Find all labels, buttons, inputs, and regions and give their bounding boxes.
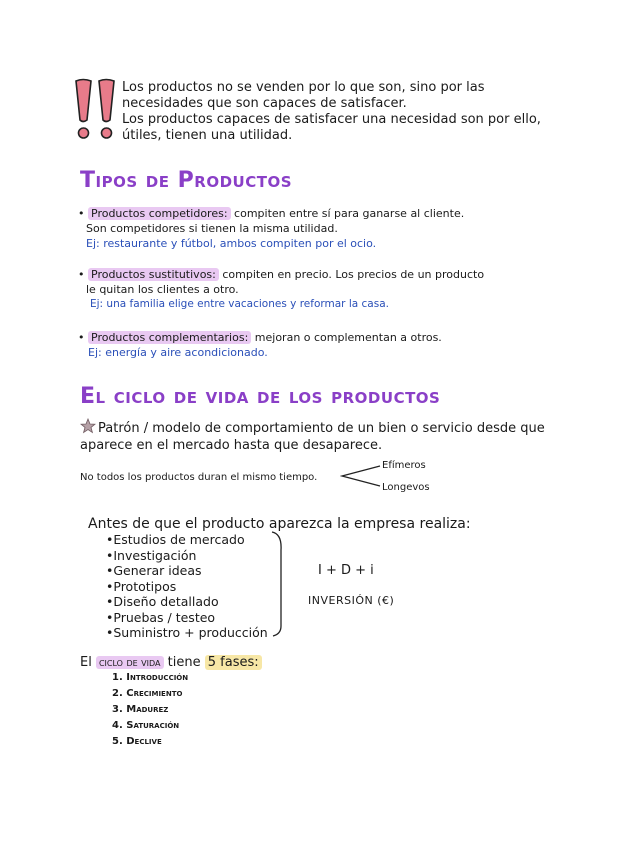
brace-icon [270,530,286,638]
competidores-text2: Son competidores si tienen la misma utilidad. [86,222,338,235]
intro-line: Los productos capaces de satisfacer una necesidad son por ello, [122,112,541,127]
list-item: 5. Declive [112,736,162,747]
list-item: 4. Saturación [112,720,180,731]
star-icon [80,418,96,434]
intro-line: útiles, tienen una utilidad. [122,128,293,143]
list-item: • Estudios de mercado [106,532,268,548]
list-item: • Diseño detallado [106,594,268,610]
antes-text: Antes de que el producto aparezca la empresa realiza: [88,516,471,532]
competidores-label: Productos competidores: [88,207,231,220]
competidores-text: compiten entre sí para ganarse al cliente. [234,207,465,220]
competidores-example: Ej: restaurante y fútbol, ambos compiten por el ocio. [86,237,377,250]
intro-line: necesidades que son capaces de satisfacer. [122,96,407,111]
fases-line: El ciclo de vida tiene 5 fases: [80,655,262,670]
complementarios-text: mejoran o complementan a otros. [254,331,442,344]
exclamation-icon [72,78,120,142]
sustitutivos-label: Productos sustitutivos: [88,268,219,281]
list-item: 2. Crecimiento [112,688,183,699]
ciclo-highlight: ciclo de vida [96,656,164,669]
def-line: aparece en el mercado hasta que desaparece. [80,438,383,453]
complementarios-label: Productos complementarios: [88,331,251,344]
sustitutivos-text: compiten en precio. Los precios de un producto [222,268,485,281]
intro-line: Los productos no se venden por lo que son, sino por las [122,80,485,95]
list-item: • Generar ideas [106,563,268,579]
branch-bottom: Longevos [382,482,430,493]
def-line: Patrón / modelo de comportamiento de un bien o servicio desde que [98,421,545,436]
section-title-tipos: Tipos de Productos [80,168,293,193]
steps-list [106,532,268,641]
phases-list [112,670,188,750]
fases-count: 5 fases: [205,655,262,670]
list-item: 1. Introducción [112,672,189,683]
list-item: • Investigación [106,548,268,564]
sustitutivos-text2: le quitan los clientes a otro. [86,283,239,296]
sustitutivos-example: Ej: una familia elige entre vacaciones y reformar la casa. [90,298,389,310]
sustitutivos-block: • Productos sustitutivos: compiten en precio. Los precios de un producto le quitan los clientes a otro. Ej: una familia elige entre vacaciones y reformar la casa. [78,268,485,310]
inversion-label: INVERSIÓN (€) [308,594,395,607]
list-item: • Pruebas / testeo [106,610,268,626]
branch-top: Efímeros [382,460,426,471]
competidores-block: • Productos competidores: compiten entre sí para ganarse al cliente. Son competidores si tienen la misma utilidad. Ej: restaurante y fútbol, ambos compiten por el ocio. [78,207,465,250]
duration-text: No todos los productos duran el mismo tiempo. [80,472,318,483]
complementarios-block: • Productos complementarios: mejoran o complementan a otros. Ej: energía y aire acondicionado. [78,331,442,359]
ciclo-definition [98,420,545,437]
branch-lines [340,462,382,490]
section-title-ciclo: El ciclo de vida de los productos [80,384,441,409]
list-item: • Prototipos [106,579,268,595]
list-item: 3. Madurez [112,704,169,715]
idi-label: I + D + i [318,563,374,578]
list-item: • Suministro + producción [106,625,268,641]
complementarios-example: Ej: energía y aire acondicionado. [88,346,268,359]
intro-text [122,80,541,144]
